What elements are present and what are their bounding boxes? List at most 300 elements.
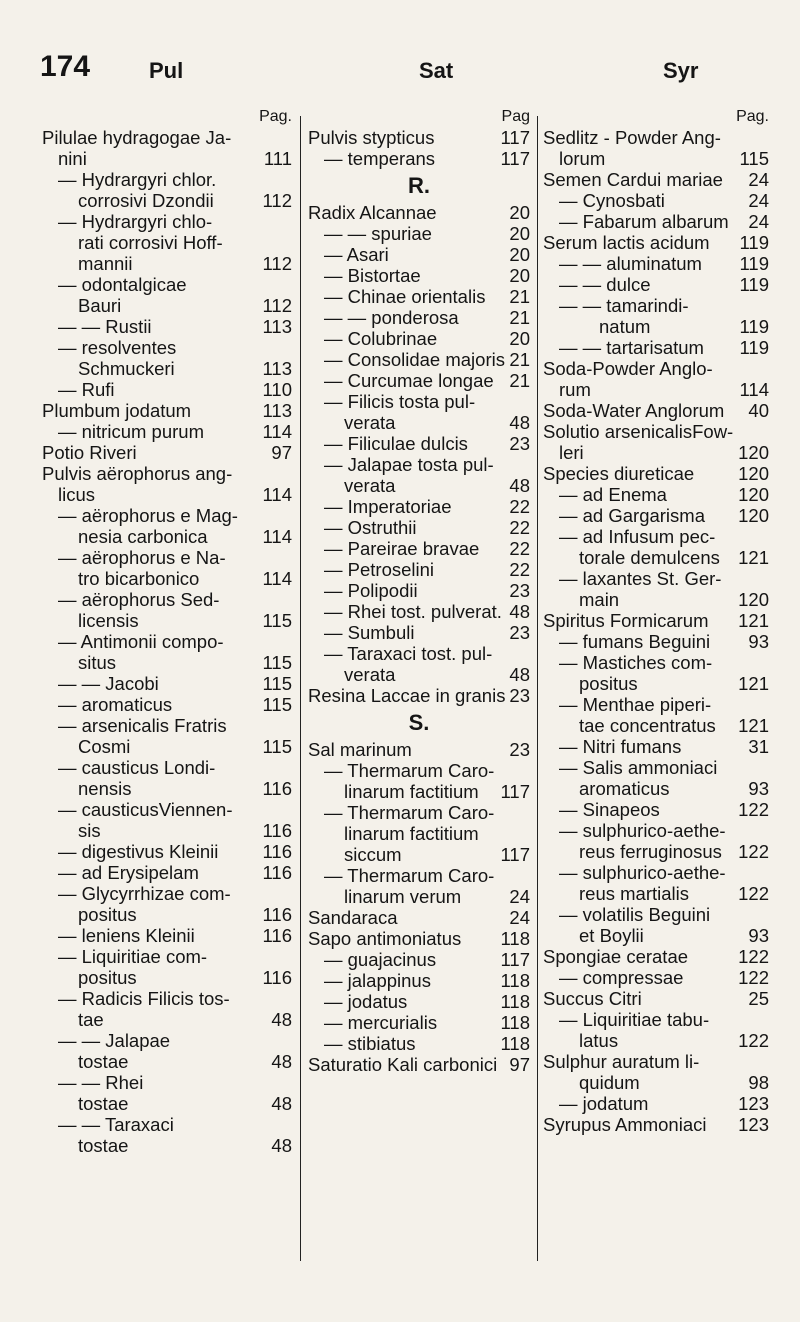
entry-term: Spiritus Formicarum: [543, 610, 709, 631]
entry-term: Radix Alcannae: [308, 202, 437, 223]
entry-term: — Hydrargyri chlor.: [58, 169, 217, 190]
entry-page-number: 23: [509, 580, 530, 601]
index-entry: [42, 589, 292, 610]
entry-page-number: 118: [500, 991, 530, 1012]
entry-page-number: 119: [739, 274, 769, 295]
entry-term: — Imperatoriae: [324, 496, 452, 517]
entry-term: verata: [344, 664, 396, 685]
entry-term: tostae: [78, 1135, 129, 1156]
entry-term: positus: [78, 967, 137, 988]
entry-page-number: 21: [509, 286, 530, 307]
entry-page-number: 20: [509, 244, 530, 265]
entry-term: — aërophorus e Mag-: [58, 505, 238, 526]
entry-page-number: 121: [738, 673, 769, 694]
index-entry: [308, 685, 530, 706]
entry-term: Sandaraca: [308, 907, 398, 928]
entry-term: — Rufi: [58, 379, 115, 400]
entry-term: linarum verum: [344, 886, 462, 907]
entry-page-number: 119: [739, 253, 769, 274]
index-entry: [42, 694, 292, 715]
entry-term: main: [579, 589, 620, 610]
entry-term: — resolventes: [58, 337, 177, 358]
entry-page-number: 115: [262, 694, 292, 715]
index-entry: [308, 349, 530, 370]
index-column-2: [308, 106, 530, 1075]
entry-page-number: 114: [262, 484, 292, 505]
entry-term: — — tartarisatum: [559, 337, 704, 358]
entry-term: — Glycyrrhizae com-: [58, 883, 231, 904]
index-entry: [42, 778, 292, 799]
index-entry: [308, 928, 530, 949]
entry-page-number: 23: [509, 685, 530, 706]
index-entry: [308, 127, 530, 148]
entry-term: quidum: [579, 1072, 640, 1093]
index-entry: [308, 412, 530, 433]
entry-page-number: 115: [262, 610, 292, 631]
entry-page-number: 116: [262, 841, 292, 862]
page-column-heading: Pag: [501, 108, 530, 125]
index-entry: [308, 244, 530, 265]
index-entry: [42, 484, 292, 505]
entry-page-number: 119: [739, 316, 769, 337]
index-entry: [543, 1051, 769, 1072]
index-entry: [42, 127, 292, 148]
index-entry: [543, 757, 769, 778]
entry-page-number: 120: [738, 442, 769, 463]
entry-page-number: 24: [748, 169, 769, 190]
entry-term: Saturatio Kali carbonici: [308, 1054, 498, 1075]
entry-term: — Polipodii: [324, 580, 418, 601]
entry-term: nini: [58, 148, 87, 169]
entry-term: Sulphur auratum li-: [543, 1051, 700, 1072]
index-entry: [543, 295, 769, 316]
entry-page-number: 115: [262, 652, 292, 673]
entry-page-number: 117: [500, 127, 530, 148]
index-entry: [308, 781, 530, 802]
index-entry: [543, 211, 769, 232]
column-divider: [537, 116, 538, 1261]
index-entry: [42, 232, 292, 253]
entry-term: Spongiae ceratae: [543, 946, 689, 967]
entry-page-number: 23: [509, 739, 530, 760]
index-entry: [42, 1009, 292, 1030]
entry-term: natum: [599, 316, 651, 337]
entry-term: Bauri: [78, 295, 122, 316]
index-entry: [308, 1012, 530, 1033]
index-entry: [308, 454, 530, 475]
entry-term: nesia carbonica: [78, 526, 208, 547]
index-entry: [308, 202, 530, 223]
index-entry: [42, 253, 292, 274]
entry-term: Sapo antimoniatus: [308, 928, 462, 949]
index-entry: [42, 946, 292, 967]
index-entry: [42, 1072, 292, 1093]
index-entry: [543, 694, 769, 715]
index-entry: [543, 1114, 769, 1135]
entry-term: reus ferruginosus: [579, 841, 722, 862]
index-entry: [308, 823, 530, 844]
entry-term: — ad Enema: [559, 484, 667, 505]
index-entry: [543, 190, 769, 211]
entry-page-number: 115: [739, 148, 769, 169]
entry-page-number: 25: [748, 988, 769, 1009]
entry-page-number: 114: [739, 379, 769, 400]
index-entry: [308, 1054, 530, 1075]
entry-term: Soda-Powder Anglo-: [543, 358, 713, 379]
index-entry: [42, 274, 292, 295]
entry-term: mannii: [78, 253, 133, 274]
entry-term: — temperans: [324, 148, 436, 169]
entry-term: — arsenicalis Fratris: [58, 715, 227, 736]
index-entry: [543, 841, 769, 862]
entry-page-number: 48: [271, 1009, 292, 1030]
entry-page-number: 119: [739, 232, 769, 253]
entry-page-number: 118: [500, 928, 530, 949]
index-entry: [42, 988, 292, 1009]
entry-page-number: 93: [748, 925, 769, 946]
entry-page-number: 93: [748, 778, 769, 799]
entry-term: — volatilis Beguini: [559, 904, 711, 925]
entry-page-number: 24: [748, 190, 769, 211]
index-entry: [42, 610, 292, 631]
entry-term: Sedlitz - Powder Ang-: [543, 127, 721, 148]
index-entry: [308, 1033, 530, 1054]
index-entry: [543, 484, 769, 505]
guide-word-left: Pul: [149, 58, 184, 83]
entry-term: — Menthae piperi-: [559, 694, 712, 715]
index-entry: [543, 610, 769, 631]
entry-page-number: 120: [738, 589, 769, 610]
index-entry: [308, 802, 530, 823]
entry-page-number: 22: [509, 559, 530, 580]
index-entry: [308, 991, 530, 1012]
index-entry: [543, 652, 769, 673]
entry-term: Pilulae hydragogae Ja-: [42, 127, 232, 148]
entry-term: et Boylii: [579, 925, 644, 946]
index-entry: [543, 904, 769, 925]
index-entry: [42, 547, 292, 568]
index-entry: [308, 496, 530, 517]
entry-page-number: 116: [262, 925, 292, 946]
index-entry: [543, 946, 769, 967]
entry-term: — Mastiches com-: [559, 652, 713, 673]
entry-term: licus: [58, 484, 96, 505]
entry-term: aromaticus: [579, 778, 670, 799]
entry-page-number: 20: [509, 328, 530, 349]
index-entry: [543, 967, 769, 988]
index-entry: [543, 463, 769, 484]
entry-page-number: 114: [262, 526, 292, 547]
entry-term: — nitricum purum: [58, 421, 204, 442]
index-entry: [42, 799, 292, 820]
entry-term: — laxantes St. Ger-: [559, 568, 722, 589]
entry-term: — digestivus Kleinii: [58, 841, 219, 862]
entry-term: — Chinae orientalis: [324, 286, 486, 307]
index-entry: [543, 778, 769, 799]
entry-term: — causticus Londi-: [58, 757, 216, 778]
entry-page-number: 123: [738, 1114, 769, 1135]
entry-term: — odontalgicae: [58, 274, 187, 295]
entry-term: — — spuriae: [324, 223, 432, 244]
index-entry: [42, 631, 292, 652]
entry-term: — Consolidae majoris: [324, 349, 505, 370]
entry-term: linarum factitium: [344, 781, 479, 802]
index-entry: [42, 442, 292, 463]
index-entry: [42, 862, 292, 883]
index-entry: [308, 622, 530, 643]
index-entry: [42, 316, 292, 337]
entry-term: — Salis ammoniaci: [559, 757, 718, 778]
index-entry: [308, 538, 530, 559]
guide-word-center: Sat: [419, 58, 454, 83]
index-entry: [543, 883, 769, 904]
entry-page-number: 48: [509, 475, 530, 496]
index-entry: [42, 673, 292, 694]
index-entry: [308, 601, 530, 622]
index-entry: [308, 907, 530, 928]
index-column-3: [543, 106, 769, 1135]
entry-page-number: 112: [262, 190, 292, 211]
entry-page-number: 21: [509, 349, 530, 370]
entry-term: Resina Laccae in granis: [308, 685, 506, 706]
entry-page-number: 22: [509, 538, 530, 559]
index-entry: [543, 925, 769, 946]
index-entry: [42, 169, 292, 190]
entry-term: — Sumbuli: [324, 622, 415, 643]
entry-term: situs: [78, 652, 117, 673]
entry-term: Species diureticae: [543, 463, 695, 484]
entry-term: — Liquiritiae com-: [58, 946, 208, 967]
entry-page-number: 120: [738, 484, 769, 505]
index-entry: [543, 358, 769, 379]
index-entry: [543, 274, 769, 295]
entry-page-number: 113: [262, 358, 292, 379]
entry-page-number: 110: [262, 379, 292, 400]
entry-term: latus: [579, 1030, 619, 1051]
index-entry: [543, 337, 769, 358]
index-entry: [42, 841, 292, 862]
index-entry: [543, 505, 769, 526]
index-entry: [42, 820, 292, 841]
index-entry: [308, 664, 530, 685]
index-entry: [543, 736, 769, 757]
entry-term: — Sinapeos: [559, 799, 660, 820]
entry-page-number: 21: [509, 307, 530, 328]
entry-page-number: 48: [271, 1051, 292, 1072]
index-entry: [543, 1093, 769, 1114]
index-entry: [42, 1135, 292, 1156]
index-entry: [42, 1030, 292, 1051]
index-entry: [543, 127, 769, 148]
entry-term: tostae: [78, 1093, 129, 1114]
index-entry: [42, 757, 292, 778]
entry-term: — — Rhei: [58, 1072, 144, 1093]
entry-term: lorum: [559, 148, 606, 169]
index-entry: [42, 652, 292, 673]
index-entry: [42, 715, 292, 736]
entry-page-number: 116: [262, 778, 292, 799]
entry-term: — — Taraxaci: [58, 1114, 174, 1135]
index-entry: [543, 568, 769, 589]
entry-page-number: 22: [509, 517, 530, 538]
index-entry: [543, 421, 769, 442]
index-entry: [308, 286, 530, 307]
entry-term: — ad Infusum pec-: [559, 526, 716, 547]
index-entry: [42, 421, 292, 442]
entry-term: leri: [559, 442, 584, 463]
index-entry: [543, 316, 769, 337]
entry-term: — aromaticus: [58, 694, 173, 715]
entry-page-number: 112: [262, 253, 292, 274]
index-entry: [42, 358, 292, 379]
index-entry: [543, 988, 769, 1009]
index-entry: [42, 967, 292, 988]
entry-term: tostae: [78, 1051, 129, 1072]
entry-page-number: 115: [262, 673, 292, 694]
entry-term: — sulphurico-aethe-: [559, 820, 726, 841]
index-entry: [543, 148, 769, 169]
index-entry: [543, 1072, 769, 1093]
index-entry: [42, 505, 292, 526]
entry-term: verata: [344, 475, 396, 496]
entry-page-number: 112: [262, 295, 292, 316]
index-entry: [42, 568, 292, 589]
index-entry: [308, 148, 530, 169]
entry-term: positus: [579, 673, 638, 694]
entry-page-number: 122: [738, 1030, 769, 1051]
entry-term: — Thermarum Caro-: [324, 865, 495, 886]
index-entry: [543, 442, 769, 463]
entry-term: — Ostruthii: [324, 517, 417, 538]
index-entry: [543, 169, 769, 190]
entry-term: — Bistortae: [324, 265, 421, 286]
entry-page-number: 23: [509, 622, 530, 643]
index-entry: [42, 148, 292, 169]
page-column-heading: Pag.: [259, 108, 292, 125]
entry-term: — mercurialis: [324, 1012, 438, 1033]
entry-term: sis: [78, 820, 101, 841]
index-entry: [308, 433, 530, 454]
index-entry: [543, 1030, 769, 1051]
entry-term: — Filicis tosta pul-: [324, 391, 476, 412]
entry-term: — Antimonii compo-: [58, 631, 224, 652]
index-entry: [42, 379, 292, 400]
entry-term: — Petroselini: [324, 559, 435, 580]
entry-term: — leniens Kleinii: [58, 925, 195, 946]
index-entry: [543, 673, 769, 694]
index-entry: [543, 589, 769, 610]
entry-page-number: 114: [262, 568, 292, 589]
entry-page-number: 48: [509, 664, 530, 685]
entry-page-number: 120: [738, 505, 769, 526]
entry-term: — — Rustii: [58, 316, 152, 337]
index-entry: [543, 253, 769, 274]
entry-page-number: 116: [262, 967, 292, 988]
entry-term: — jodatus: [324, 991, 408, 1012]
entry-term: — aërophorus Sed-: [58, 589, 220, 610]
index-entry: [308, 517, 530, 538]
entry-page-number: 121: [738, 715, 769, 736]
entry-term: Cosmi: [78, 736, 131, 757]
entry-term: — sulphurico-aethe-: [559, 862, 726, 883]
index-entry: [308, 760, 530, 781]
running-header: [0, 44, 800, 88]
section-letter: R.: [408, 173, 430, 198]
entry-term: Succus Citri: [543, 988, 642, 1009]
index-entry: [543, 232, 769, 253]
index-entry: [543, 862, 769, 883]
index-entry: [543, 526, 769, 547]
entry-term: — Colubrinae: [324, 328, 438, 349]
entry-term: rati corrosivi Hoff-: [78, 232, 223, 253]
entry-page-number: 113: [262, 400, 292, 421]
entry-term: Solutio arsenicalisFow-: [543, 421, 734, 442]
guide-word-right: Syr: [663, 58, 699, 83]
entry-page-number: 31: [748, 736, 769, 757]
entry-term: rum: [559, 379, 591, 400]
entry-page-number: 23: [509, 433, 530, 454]
entry-term: Sal marinum: [308, 739, 412, 760]
entry-term: Soda-Water Anglorum: [543, 400, 725, 421]
entry-page-number: 24: [509, 886, 530, 907]
entry-term: — Cynosbati: [559, 190, 665, 211]
entry-term: — compressae: [559, 967, 684, 988]
entry-term: — guajacinus: [324, 949, 437, 970]
entry-term: Syrupus Ammoniaci: [543, 1114, 707, 1135]
entry-term: tae concentratus: [579, 715, 716, 736]
entry-page-number: 48: [509, 412, 530, 433]
entry-page-number: 116: [262, 862, 292, 883]
entry-term: — jodatum: [559, 1093, 649, 1114]
index-entry: [308, 391, 530, 412]
index-entry: [42, 211, 292, 232]
index-entry: [308, 886, 530, 907]
index-entry: [308, 739, 530, 760]
section-letter: S.: [408, 710, 430, 735]
entry-term: — ad Gargarisma: [559, 505, 705, 526]
entry-page-number: 113: [262, 316, 292, 337]
entry-term: — causticusViennen-: [58, 799, 233, 820]
entry-page-number: 48: [509, 601, 530, 622]
index-entry: [308, 559, 530, 580]
entry-page-number: 117: [500, 781, 530, 802]
entry-page-number: 111: [263, 148, 292, 169]
index-entry: [308, 949, 530, 970]
entry-term: — Radicis Filicis tos-: [58, 988, 230, 1009]
entry-page-number: 21: [509, 370, 530, 391]
entry-page-number: 93: [748, 631, 769, 652]
entry-page-number: 22: [509, 496, 530, 517]
entry-page-number: 116: [262, 820, 292, 841]
entry-term: — Taraxaci tost. pul-: [324, 643, 493, 664]
index-entry: [42, 1093, 292, 1114]
index-entry: [543, 631, 769, 652]
entry-page-number: 118: [500, 1012, 530, 1033]
index-entry: [308, 865, 530, 886]
entry-term: — stibiatus: [324, 1033, 416, 1054]
page-number: 174: [40, 50, 91, 83]
entry-page-number: 119: [739, 337, 769, 358]
entry-term: — Curcumae longae: [324, 370, 494, 391]
entry-term: tae: [78, 1009, 104, 1030]
entry-term: — Fabarum albarum: [559, 211, 729, 232]
entry-term: torale demulcens: [579, 547, 720, 568]
entry-page-number: 122: [738, 946, 769, 967]
entry-page-number: 120: [738, 463, 769, 484]
entry-page-number: 122: [738, 967, 769, 988]
entry-term: — Pareirae bravae: [324, 538, 480, 559]
entry-term: — — tamarindi-: [559, 295, 689, 316]
